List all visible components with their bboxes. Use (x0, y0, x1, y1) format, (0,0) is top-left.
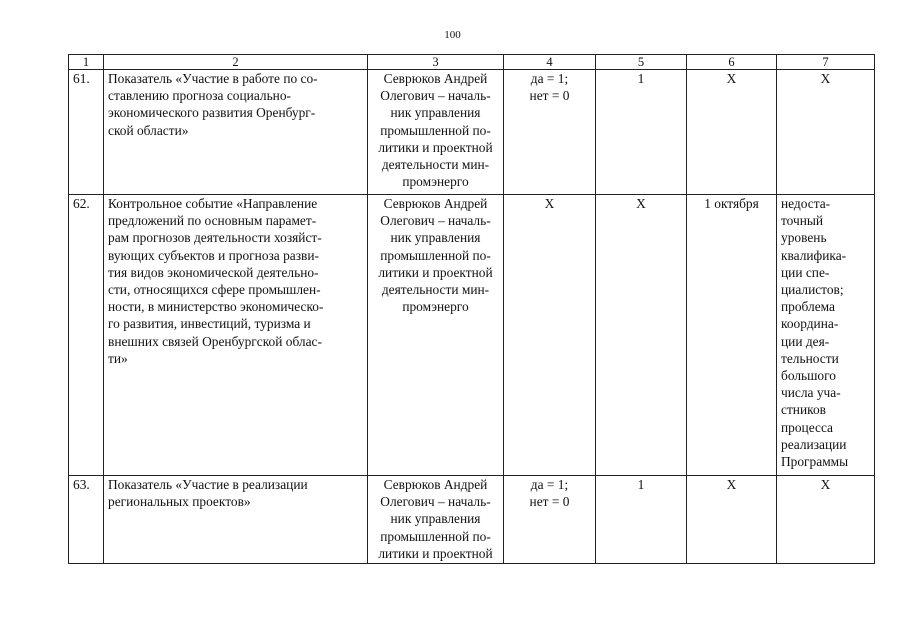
responsible-text: Севрюков Андрей Олегович – началь- ник управления промышленной по- литики и проектной деятельности мин- промэнерго (378, 196, 493, 315)
row-number: 63. (69, 476, 104, 564)
column-number: 1 (69, 55, 104, 70)
cell-col7: Х (777, 70, 875, 195)
indicator-text: Показатель «Участие в реализации региональных проектов» (108, 477, 308, 510)
plan-table (68, 54, 875, 564)
cell-col7: Х (777, 476, 875, 564)
row-number: 61. (69, 70, 104, 195)
column-number-row (69, 55, 875, 70)
column-number: 7 (777, 55, 875, 70)
responsible-text: Севрюков Андрей Олегович – началь- ник управления промышленной по- литики и проектной (378, 477, 493, 561)
cell-col6: Х (687, 70, 777, 195)
indicator-name (104, 476, 368, 564)
responsible-person (368, 195, 504, 476)
cell-col5: Х (596, 195, 687, 476)
cell-col5: 1 (596, 70, 687, 195)
column-number: 3 (368, 55, 504, 70)
responsible-person (368, 476, 504, 564)
indicator-text: Показатель «Участие в работе по со- ставлению прогноза социально- экономического развития Оренбург- ской области» (108, 71, 318, 138)
table-row (69, 195, 875, 476)
table-row (69, 476, 875, 564)
page-number: 100 (444, 29, 461, 41)
cell-col4 (504, 476, 596, 564)
table-row (69, 70, 875, 195)
cell-col6: Х (687, 476, 777, 564)
col4-text: да = 1; нет = 0 (529, 71, 570, 104)
risk-description (777, 195, 875, 476)
indicator-name (104, 70, 368, 195)
column-number: 5 (596, 55, 687, 70)
column-number: 4 (504, 55, 596, 70)
cell-col6: 1 октября (687, 195, 777, 476)
control-event-name (104, 195, 368, 476)
column-number: 6 (687, 55, 777, 70)
row-number: 62. (69, 195, 104, 476)
risk-text: недоста- точный уровень квалифика- ции спе- циалистов; проблема координа- ции дея- тельности большого числа уча- стников процесса реализации Программы (781, 196, 849, 470)
column-number: 2 (104, 55, 368, 70)
cell-col4: Х (504, 195, 596, 476)
cell-col4 (504, 70, 596, 195)
responsible-text: Севрюков Андрей Олегович – началь- ник управления промышленной по- литики и проектной деятельности мин- промэнерго (378, 71, 493, 190)
cell-col5: 1 (596, 476, 687, 564)
control-event-text: Контрольное событие «Направление предложений по основным парамет- рам прогнозов деятельности хозяйст- вующих субъектов и прогноза разви- тия видов экономической деятельно- сти, относящихся сфере промышлен- ности, в министерство экономическо- го развития, инвестиций, туризма и внешних связей Оренбургской облас- ти» (108, 196, 324, 366)
responsible-person (368, 70, 504, 195)
col4-text: да = 1; нет = 0 (529, 477, 570, 510)
